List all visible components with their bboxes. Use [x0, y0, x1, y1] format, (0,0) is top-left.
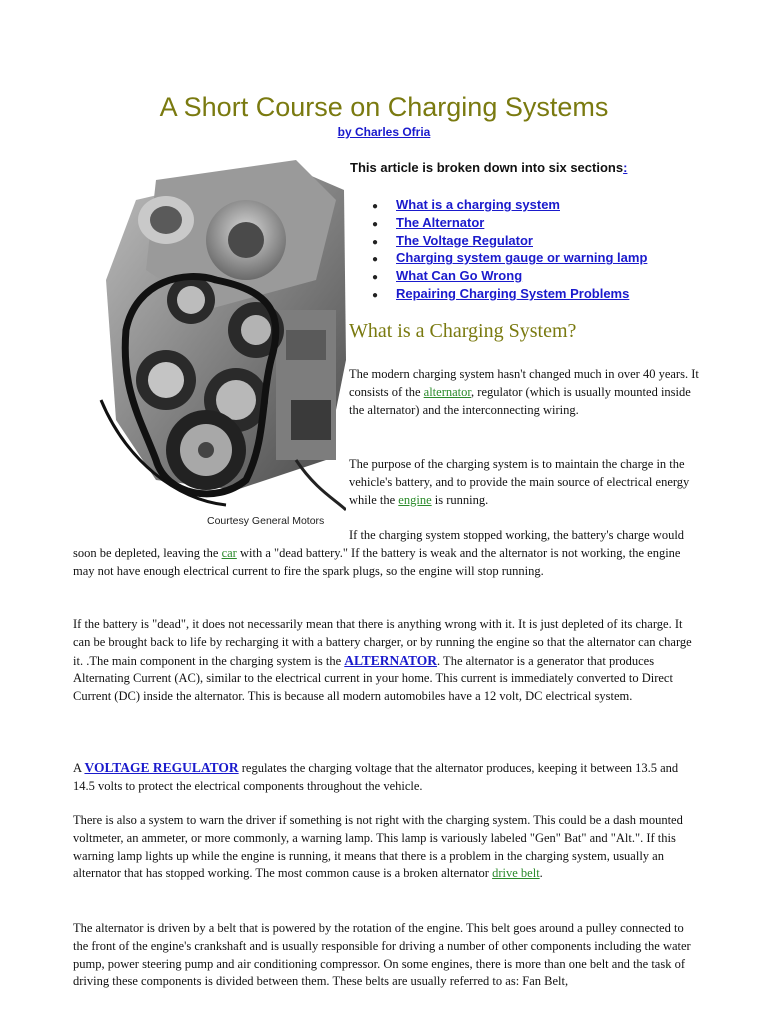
toc-link-what-can-go-wrong[interactable]: What Can Go Wrong	[396, 268, 523, 284]
paragraph-6: There is also a system to warn the driver if something is not right with the charging system. This could be a dash mounted voltmeter, an ammeter, or more commonly, a warning lamp. This lamp is variously labeled "Gen" Bat" and "Alt.". If this warning lamp lights up while the engine is running, it means that there is a problem in the charging system, usually an alternator that has stopped working. The most common cause is a broken alternator drive belt.	[73, 813, 683, 881]
paragraph-4: If the battery is "dead", it does not necessarily mean that there is anything wrong with it. It is just depleted of its charge. It can be brought back to life by recharging it with a battery charger, or by running the engine so that the alternator can charge it. .The main component in the charging system is the ALTERNATOR. The alternator is a generator that produces Alternating Current (AC), similar to the electrical current in your home. This current is immediately converted to Direct Current (DC) inside the alternator. This is because all modern automobiles have a 12 volt, DC electrical system.	[73, 617, 692, 704]
paragraph-5: A VOLTAGE REGULATOR regulates the charging voltage that the alternator produces, keeping it between 13.5 and 14.5 volts to protect the electrical components throughout the vehicle.	[73, 760, 679, 793]
section-heading: What is a Charging System?	[349, 320, 577, 342]
toc-link-alternator[interactable]: The Alternator	[396, 214, 485, 230]
author-link[interactable]: by Charles Ofria	[337, 125, 431, 139]
sections-intro: This article is broken down into six sections:	[350, 160, 628, 175]
paragraph-3: If the charging system stopped working, the battery's charge would soon be depleted, leaving the car with a "dead battery." If the battery is weak and the alternator is not working, the engine may not have enough electrical current to fire the spark plugs, so the engine will stop running.	[73, 528, 685, 578]
toc-item: ● What Can Go Wrong	[372, 268, 523, 284]
voltage-regulator-link[interactable]: VOLTAGE REGULATOR	[84, 760, 239, 775]
drive-belt-link[interactable]: drive belt	[492, 866, 540, 881]
toc-item: ● Charging system gauge or warning lamp	[372, 250, 648, 266]
table-of-contents	[350, 196, 647, 303]
alternator-section-link[interactable]: ALTERNATOR	[344, 652, 438, 668]
paragraph-7: The alternator is driven by a belt that is powered by the rotation of the engine. This belt goes around a pulley connected to the front of the engine's crankshaft and is usually responsible for driving a number of other components including the water pump, power steering pump and air conditioning compressor. On some engines, there is more than one belt and the task of driving these components is divided between them. These belts are usually referred to as: Fan Belt,	[73, 921, 691, 989]
engine-link[interactable]: engine	[398, 492, 432, 507]
toc-item: ● The Alternator	[372, 214, 485, 230]
paragraph-2: The purpose of the charging system is to maintain the charge in the vehicle's battery, and to provide the main source of electrical energy while the engine is running.	[349, 457, 690, 507]
toc-link-what-is[interactable]: What is a charging system	[396, 197, 560, 212]
engine-image	[96, 160, 346, 530]
toc-item: ● Repairing Charging System Problems	[372, 285, 630, 301]
image-caption: Courtesy General Motors	[207, 515, 325, 527]
car-link[interactable]: car	[221, 545, 237, 560]
page-title: A Short Course on Charging Systems	[159, 92, 609, 122]
toc-item: ● What is a charging system	[372, 197, 560, 212]
toc-link-gauge[interactable]: Charging system gauge or warning lamp	[396, 250, 648, 266]
paragraph-1: The modern charging system hasn't changed much in over 40 years. It consists of the alternator, regulator (which is usually mounted inside the alternator) and the interconnecting wiring.	[349, 367, 699, 417]
byline	[0, 125, 768, 139]
toc-link-voltage-regulator[interactable]: The Voltage Regulator	[396, 232, 533, 248]
toc-link-repairing[interactable]: Repairing Charging System Problems	[396, 285, 630, 301]
alternator-link[interactable]: alternator	[423, 384, 472, 399]
toc-item: ● The Voltage Regulator	[372, 232, 533, 248]
